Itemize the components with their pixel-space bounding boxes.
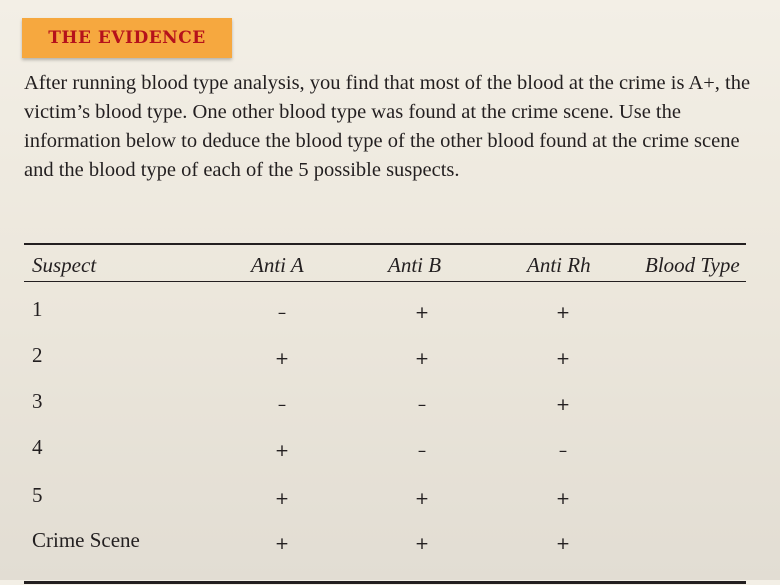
anti-b-cell: – xyxy=(417,441,427,461)
anti-a-cell: – xyxy=(277,303,287,323)
suspect-cell: 3 xyxy=(32,389,43,413)
anti-rh-cell: + xyxy=(555,303,571,323)
header-anti-b: Anti B xyxy=(388,253,442,277)
suspect-cell: 5 xyxy=(32,483,43,507)
anti-rh-cell: + xyxy=(555,349,571,369)
section-tag xyxy=(22,18,232,58)
anti-a-cell: – xyxy=(277,395,287,415)
suspect-cell: 4 xyxy=(32,435,43,459)
anti-b-cell: + xyxy=(414,349,430,369)
anti-a-cell: + xyxy=(274,349,290,369)
anti-rh-cell: + xyxy=(555,395,571,415)
header-suspect: Suspect xyxy=(32,253,97,277)
table-header-rule xyxy=(24,281,746,282)
anti-b-cell: + xyxy=(414,303,430,323)
anti-b-cell: + xyxy=(414,489,430,509)
anti-rh-cell: – xyxy=(558,441,568,461)
suspect-cell: 2 xyxy=(32,343,43,367)
evidence-table xyxy=(24,240,746,585)
intro-paragraph: After running blood type analysis, you find that most of the blood at the crime is A+, the victim’s blood type. One other blood type was found at the crime scene. Use the information below to deduce the blood type of the other blood found at the crime scene and the blood type of each of the 5 possible suspects. xyxy=(24,72,751,181)
table-top-rule xyxy=(24,243,746,245)
anti-b-cell: + xyxy=(414,534,430,554)
anti-a-cell: + xyxy=(274,534,290,554)
anti-b-cell: – xyxy=(417,395,427,415)
header-blood-type: Blood Type xyxy=(645,253,740,277)
suspect-cell: Crime Scene xyxy=(32,528,140,552)
table-bottom-rule xyxy=(24,581,746,584)
anti-a-cell: + xyxy=(274,489,290,509)
suspect-cell: 1 xyxy=(32,297,43,321)
section-tag-label: THE EVIDENCE xyxy=(48,28,206,48)
header-anti-rh: Anti Rh xyxy=(527,253,591,277)
anti-rh-cell: + xyxy=(555,534,571,554)
header-anti-a: Anti A xyxy=(251,253,304,277)
anti-rh-cell: + xyxy=(555,489,571,509)
anti-a-cell: + xyxy=(274,441,290,461)
